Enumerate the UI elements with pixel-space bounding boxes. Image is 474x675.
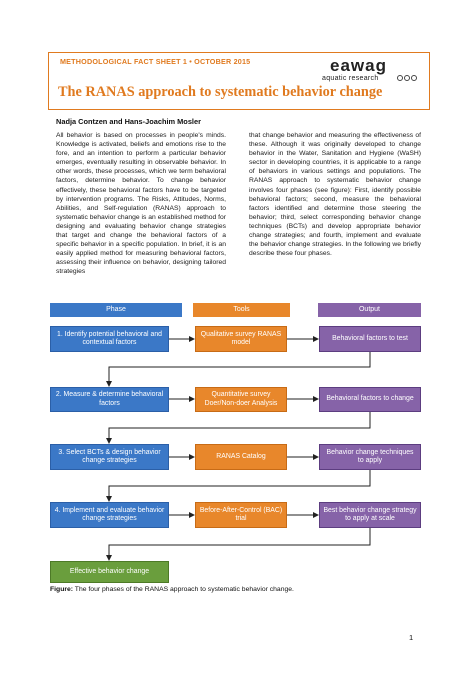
phase-box-1: 1. Identify potential behavioral and contextual factors bbox=[50, 326, 169, 352]
fact-sheet-label: METHODOLOGICAL FACT SHEET 1 • OCTOBER 2015 bbox=[60, 57, 251, 66]
arrow-output2-phase3 bbox=[109, 412, 370, 443]
figure-caption bbox=[50, 586, 294, 593]
arrow-output4-final bbox=[109, 528, 370, 560]
eawag-logo-dots bbox=[397, 75, 417, 81]
arrow-output3-phase4 bbox=[109, 470, 370, 501]
page-title: The RANAS approach to systematic behavior change bbox=[58, 84, 383, 100]
output-box-2: Behavioral factors to change bbox=[319, 387, 421, 412]
final-outcome-box: Effective behavior change bbox=[50, 561, 169, 583]
phase-box-4: 4. Implement and evaluate behavior change strategies bbox=[50, 502, 169, 528]
figure-caption-label: Figure: bbox=[50, 586, 74, 593]
eawag-logo-subtitle: aquatic research bbox=[322, 75, 379, 82]
body-text-2: that change behavior and measuring the effectiveness of these. Although it was originally developed to change behavior in the Water, Sanitation and Hygiene (WaSH) sector in developing countries, it is applicable to a range of behaviors in various settings and populations. The RANAS approach to systematic behavior change involves four phases (see figure): First, identify possible behavioral factors; second, measure the behavioral factors identified and determine those steering the behavior; third, select corresponding behavior change techniques (BCTs) and develop appropriate behavior change strategies; and fourth, implement and evaluate the behavior change strategies. In the following we briefly describe these four phases. bbox=[249, 132, 421, 258]
tool-box-2: Quantitative survey Doer/Non-doer Analysis bbox=[195, 387, 287, 412]
arrow-output1-phase2 bbox=[109, 352, 370, 386]
authors: Nadja Contzen and Hans-Joachim Mosler bbox=[56, 117, 201, 126]
body-column-1 bbox=[56, 131, 226, 277]
diagram-header-phase: Phase bbox=[50, 303, 182, 317]
diagram-header-tools: Tools bbox=[193, 303, 290, 317]
figure-caption-text: The four phases of the RANAS approach to systematic behavior change. bbox=[73, 586, 294, 593]
output-box-1: Behavioral factors to test bbox=[319, 326, 421, 352]
output-box-4: Best behavior change strategy to apply at scale bbox=[319, 502, 421, 528]
tool-box-4: Before-After-Control (BAC) trial bbox=[195, 502, 287, 528]
diagram-header-output: Output bbox=[318, 303, 421, 317]
tool-box-1: Qualitative survey RANAS model bbox=[195, 326, 287, 352]
phase-box-2: 2. Measure & determine behavioral factors bbox=[50, 387, 169, 412]
phase-box-3: 3. Select BCTs & design behavior change strategies bbox=[50, 444, 169, 470]
body-column-2 bbox=[249, 131, 421, 258]
eawag-logo: eawag bbox=[330, 56, 387, 75]
tool-box-3: RANAS Catalog bbox=[195, 444, 287, 470]
body-text-1: All behavior is based on processes in people's minds. Knowledge is activated, beliefs and emotions rise to the fore, and an intention to perform a particular behavior emerges, eventually resulting in observable behavior. In other words, these processes, which we term behavioral factors, determine behavior. To change behavior effectively, these behavioral factors have to be targeted by intervention programs. The Risks, Attitudes, Norms, Abilities, and Self-regulation (RANAS) approach to systematic behavior change is an established method for designing and evaluating behavior change strategies that target and change the behavioral factors of a specific behavior in a specific population. In brief, it is an easily applied method for measuring behavioral factors, assessing their influence on behavior, designing tailored strategies bbox=[56, 132, 226, 276]
page-number: 1 bbox=[409, 633, 414, 642]
output-box-3: Behavior change techniques to apply bbox=[319, 444, 421, 470]
